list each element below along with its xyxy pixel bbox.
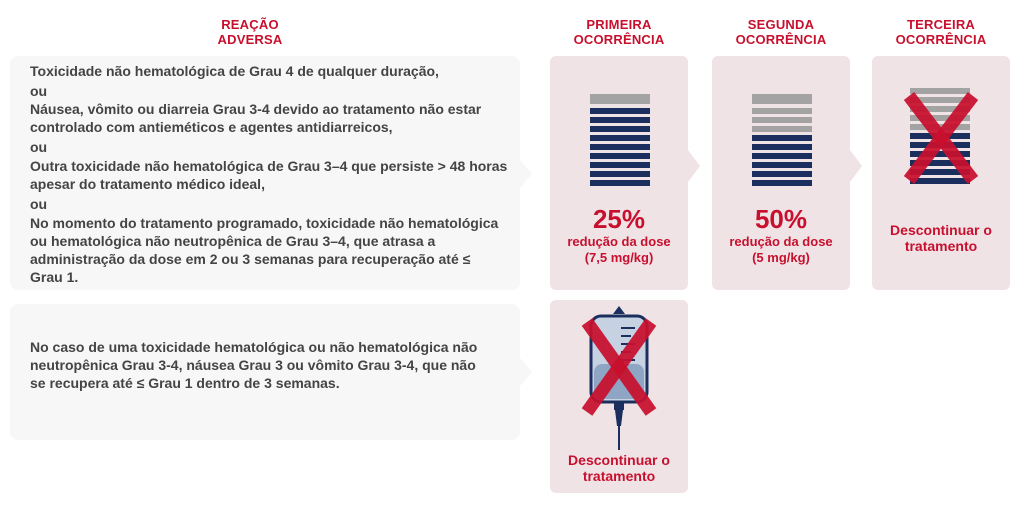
header-line: OCORRÊNCIA (573, 32, 665, 47)
dose-bars-icon (752, 94, 812, 189)
header-first-occurrence (550, 17, 688, 47)
condition-hematologic: No caso de uma toxicidade hematológica ou não hematológica não neutropênica Grau 3-4, náusea Grau 3 ou vômito Grau 3-4, que não se recupera até ≤ Grau 1 dentro de 3 semanas. (30, 339, 478, 391)
condition-1: Toxicidade não hematológica de Grau 4 de qualquer duração, (30, 63, 439, 79)
iv-bag-icon (579, 304, 659, 454)
condition-4: No momento do tratamento programado, toxicidade não hematológica ou hematológica não neutropênica de Grau 3–4, que atrasa a administração da dose em 2 ou 3 semanas para recuperação até ≤ Grau 1. (30, 215, 499, 285)
header-third-occurrence (872, 17, 1010, 47)
header-line: PRIMEIRA (586, 17, 652, 32)
header-second-occurrence (712, 17, 850, 47)
header-line: ADVERSA (217, 32, 283, 47)
header-line: REAÇÃO (221, 17, 279, 32)
panel-arrow (520, 358, 532, 386)
reduction-label: redução da dose (729, 234, 833, 249)
or-label: ou (30, 83, 48, 99)
header-line: OCORRÊNCIA (735, 32, 827, 47)
header-adverse-reaction (200, 17, 300, 47)
first-occurrence-card (550, 56, 688, 290)
card-arrow (688, 150, 700, 182)
panel-arrow (520, 160, 532, 188)
header-line: OCORRÊNCIA (895, 32, 987, 47)
or-label: ou (30, 139, 48, 155)
condition-3: Outra toxicidade não hematológica de Grau 3–4 que persiste > 48 horas apesar do tratamento médico ideal, (30, 158, 508, 192)
third-occurrence-card (872, 56, 1010, 290)
reduction-dose: (5 mg/kg) (752, 250, 810, 265)
condition-2: Náusea, vômito ou diarreia Grau 3-4 devido ao tratamento não estar controlado com antieméticos e agentes antidiarreicos, (30, 101, 482, 135)
discontinue-label: Descontinuar o tratamento (890, 222, 992, 254)
reduction-dose: (7,5 mg/kg) (584, 250, 654, 265)
header-line: TERCEIRA (906, 17, 976, 32)
reduction-percent: 50% (754, 204, 808, 234)
first-occurrence-discontinue-card (550, 300, 688, 493)
dose-bars-icon (590, 94, 650, 189)
second-occurrence-card (712, 56, 850, 290)
cross-icon (901, 88, 981, 188)
card-arrow (850, 150, 862, 182)
discontinue-label: Descontinuar o tratamento (568, 452, 670, 484)
or-label: ou (30, 196, 48, 212)
reduction-percent: 25% (592, 204, 646, 234)
header-line: SEGUNDA (747, 17, 815, 32)
reduction-label: redução da dose (567, 234, 671, 249)
